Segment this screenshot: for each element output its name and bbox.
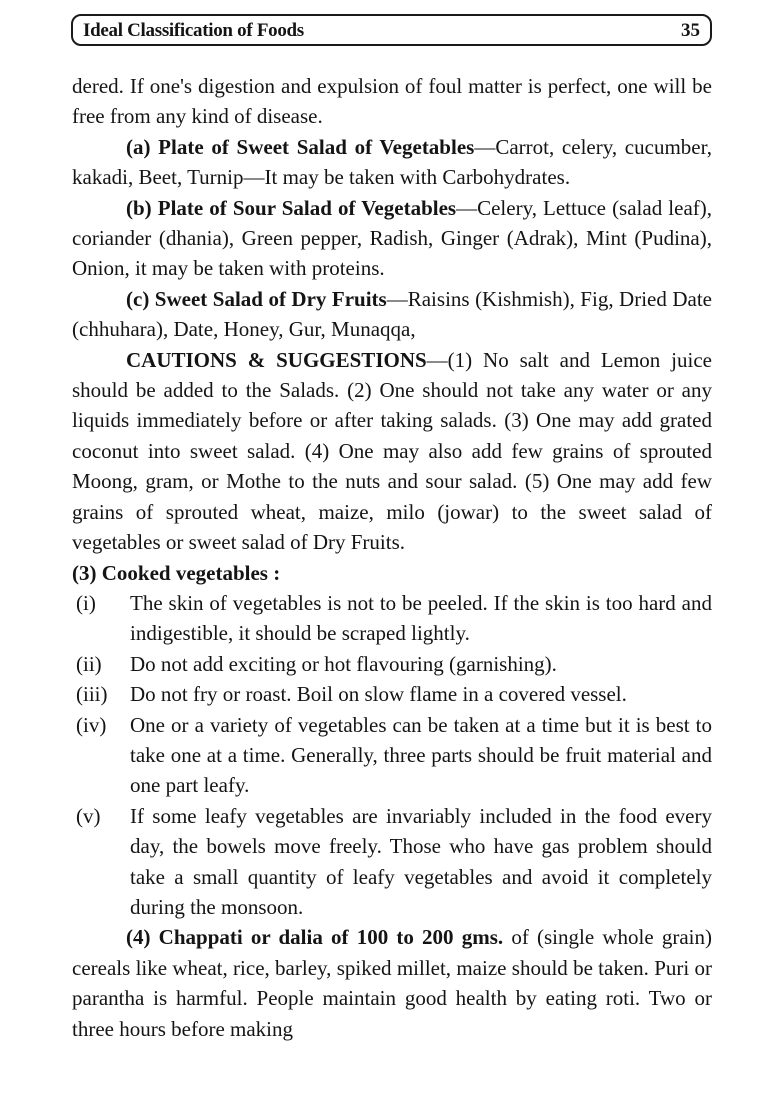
list-item-text: The skin of vegetables is not to be peeled. If the skin is too hard and indigestible, it should be scraped lightly.	[130, 590, 712, 646]
cautions-paragraph	[72, 345, 712, 558]
intro-paragraph: dered. If one's digestion and expulsion of foul matter is perfect, one will be free from any kind of disease.	[72, 74, 712, 129]
sour-vegetable-salad-title: (b) Plate of Sour Salad of Vegetables	[126, 195, 457, 220]
list-item	[72, 588, 712, 649]
cooked-vegetables-heading: (3) Cooked vegetables :	[72, 560, 281, 585]
cautions-title: CAUTIONS & SUGGESTIONS	[126, 347, 427, 372]
dry-fruit-salad-text: —Raisins (Kishmish), Fig, Dried Date (chhuhara), Date, Honey, Gur, Munaqqa,	[72, 286, 712, 342]
list-item-text: Do not add exciting or hot flavouring (garnishing).	[130, 651, 557, 676]
dry-fruit-salad-paragraph	[72, 284, 712, 345]
list-item-number: (iv)	[76, 712, 107, 737]
sweet-vegetable-salad-paragraph	[72, 132, 712, 193]
list-item-text: If some leafy vegetables are invariably included in the food every day, the bowels move freely. Those who have gas problem should take a small quantity of leafy vegetables and avoid it completely during the monsoon.	[130, 803, 712, 919]
chapter-title: Ideal Classification of Foods	[83, 20, 304, 41]
page-body	[72, 71, 712, 1044]
list-item-number: (ii)	[76, 651, 102, 676]
list-item-text: Do not fry or roast. Boil on slow flame in a covered vessel.	[130, 682, 627, 707]
sweet-vegetable-salad-text: —Carrot, celery, cucumber, kakadi, Beet, Turnip—It may be taken with Carbohydrates.	[72, 134, 713, 190]
list-item	[72, 679, 712, 709]
running-header	[71, 14, 712, 46]
list-item-number: (i)	[76, 590, 96, 615]
chappati-paragraph	[72, 922, 712, 1044]
list-item-text: One or a variety of vegetables can be taken at a time but it is best to take one at a time. Generally, three parts should be fruit material and one part leafy.	[130, 712, 712, 798]
sour-vegetable-salad-text: —Celery, Lettuce (salad leaf), coriander (dhania), Green pepper, Radish, Ginger (Adrak), Mint (Pudina), Onion, it may be taken with proteins.	[72, 195, 712, 281]
page-number: 35	[681, 20, 700, 41]
list-item	[72, 710, 712, 801]
cautions-text: —(1) No salt and Lemon juice should be added to the Salads. (2) One should not take any water or any liquids immediately before or after taking salads. (3) One may add grated coconut into sweet salad. (4) One may also add few grains of sprouted Moong, gram, or Mothe to the nuts and sour salad. (5) One may add few grains of sprouted wheat, maize, milo (jowar) to the sweet salad of vegetables or sweet salad of Dry Fruits.	[72, 347, 712, 555]
sour-vegetable-salad-paragraph	[72, 193, 712, 284]
list-item	[72, 649, 712, 679]
chappati-text: of (single whole grain) cereals like wheat, rice, barley, spiked millet, maize should be taken. Puri or parantha is harmful. People maintain good health by eating roti. Two or three hours before making	[72, 925, 712, 1041]
chappati-title: (4) Chappati or dalia of 100 to 200 gms.	[126, 925, 504, 950]
list-item	[72, 801, 712, 923]
dry-fruit-salad-title: (c) Sweet Salad of Dry Fruits	[126, 286, 387, 311]
sweet-vegetable-salad-title: (a) Plate of Sweet Salad of Vegetables	[126, 134, 475, 159]
list-item-number: (iii)	[76, 682, 108, 707]
list-item-number: (v)	[76, 803, 101, 828]
